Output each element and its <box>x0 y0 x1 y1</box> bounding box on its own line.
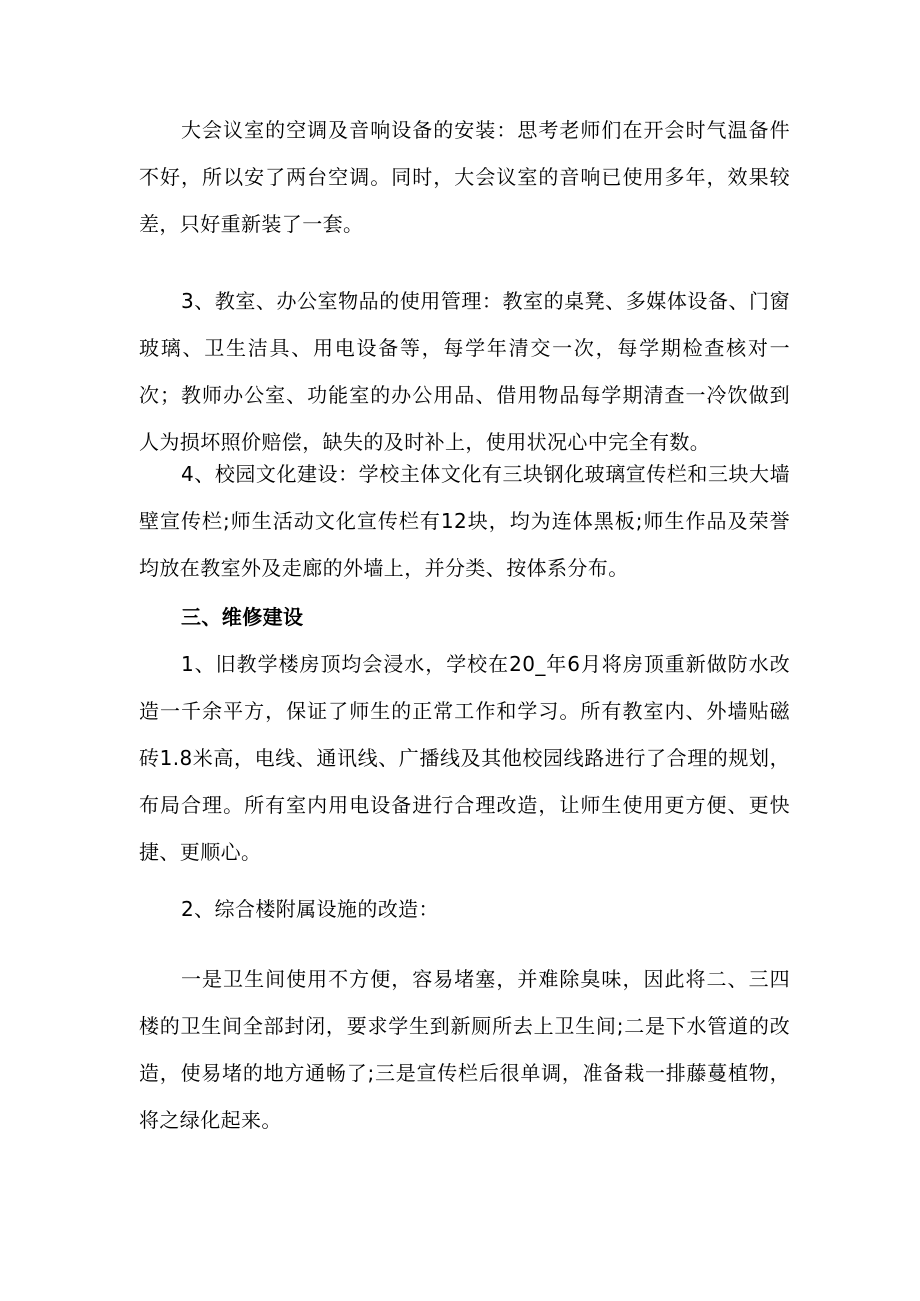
paragraph-improvements: 一是卫生间使用不方便，容易堵塞，并难除臭味，因此将二、三四楼的卫生间全部封闭，要求学生到新厕所去上卫生间;二是下水管道的改造，使易堵的地方通畅了;三是宣传栏后很单调，准备栽一排藤蔓植物，将之绿化起来。 <box>139 967 790 1132</box>
section-heading-maintenance: 三、维修建设 <box>181 605 304 629</box>
paragraph-item-4: 4、校园文化建设：学校主体文化有三块钢化玻璃宣传栏和三块大墙壁宣传栏;师生活动文化宣传栏有12块，均为连体黑板;师生作品及荣誉均放在教室外及走廊的外墙上，并分类、按体系分布。 <box>139 462 790 580</box>
paragraph-maintenance-1: 1、旧教学楼房顶均会浸水，学校在20_年6月将房顶重新做防水改造一千余平方，保证了师生的正常工作和学习。所有教室内、外墙贴磁砖1.8米高，电线、通讯线、广播线及其他校园线路进行了合理的规划，布局合理。所有室内用电设备进行合理改造，让师生使用更方便、更快捷、更顺心。 <box>139 652 790 864</box>
paragraph-conference-room: 大会议室的空调及音响设备的安装：思考老师们在开会时气温备件不好，所以安了两台空调。同时，大会议室的音响已使用多年，效果较差，只好重新装了一套。 <box>139 118 790 236</box>
paragraph-item-3: 3、教室、办公室物品的使用管理：教室的桌凳、多媒体设备、门窗玻璃、卫生洁具、用电设备等，每学年清交一次，每学期检查核对一次；教师办公室、功能室的办公用品、借用物品每学期清查一冷饮做到人为损坏照价赔偿，缺失的及时补上，使用状况心中完全有数。 <box>139 289 790 454</box>
paragraph-maintenance-2: 2、综合楼附属设施的改造： <box>181 897 439 921</box>
